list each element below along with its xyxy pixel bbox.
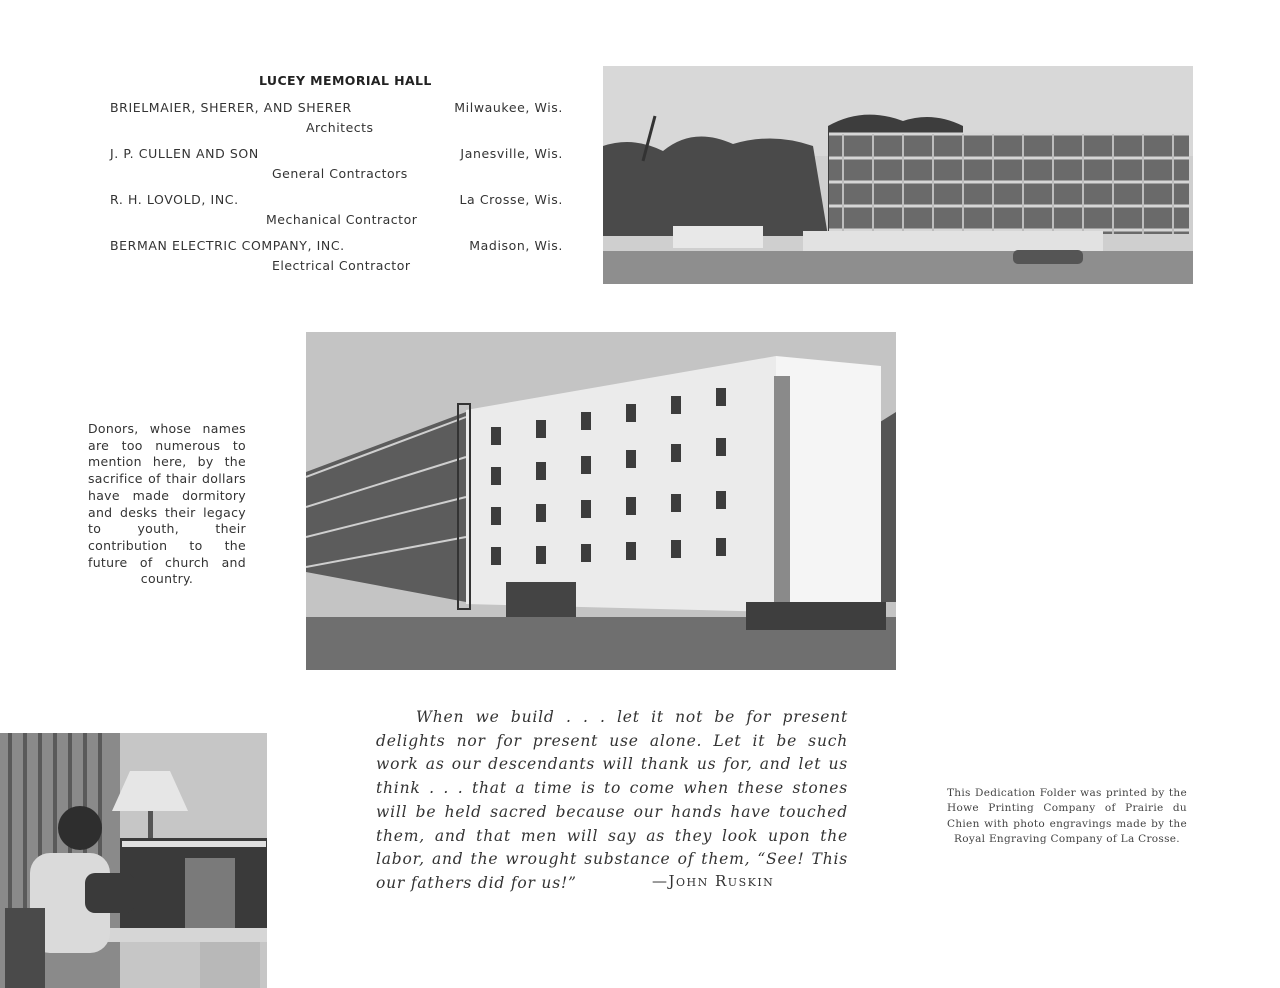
credit-role-electrical: Electrical Contractor [272,258,411,273]
credit-city-electrical: Madison, Wis. [469,238,563,253]
printer-note: This Dedication Folder was printed by the Howe Printing Company of Prairie du Chien with photo engravings made by the Royal Engraving Company of La Crosse. [947,787,1187,846]
photo-completed-hall [306,332,896,670]
credit-role-mechanical: Mechanical Contractor [266,212,418,227]
credit-role-general-contractors: General Contractors [272,166,408,181]
donors-paragraph: Donors, whose names are too numerous to mention here, by the sacrifice of thair dollars have made dormitory and desks their legacy to youth, their contribution to the future of church and country. [88,421,246,587]
credit-city-architects: Milwaukee, Wis. [454,100,563,115]
credit-city-mechanical: La Crosse, Wis. [459,192,563,207]
credit-role-architects: Architects [306,120,374,135]
photo-construction-frame [603,66,1193,284]
ruskin-quote: When we build . . . let it not be for present delights nor for present use alone. Let it be such work as our descendants will thank us for, and let us think . . . that a time is to come when these stones will be held sacred because our hands have touched them, and that men will say as they look upon the labor, and the wrought substance of them, “See! This our fathers did for us!” [376,708,848,892]
quote-attribution: —John Ruskin [652,872,775,890]
credit-firm-architects: BRIELMAIER, SHERER, AND SHERER [110,100,352,115]
credit-firm-mechanical: R. H. LOVOLD, INC. [110,192,239,207]
credits-title: LUCEY MEMORIAL HALL [259,73,432,88]
credit-firm-electrical: BERMAN ELECTRIC COMPANY, INC. [110,238,345,253]
credit-firm-general-contractors: J. P. CULLEN AND SON [110,146,259,161]
photo-student-at-desk [0,733,267,988]
credit-city-general-contractors: Janesville, Wis. [460,146,563,161]
